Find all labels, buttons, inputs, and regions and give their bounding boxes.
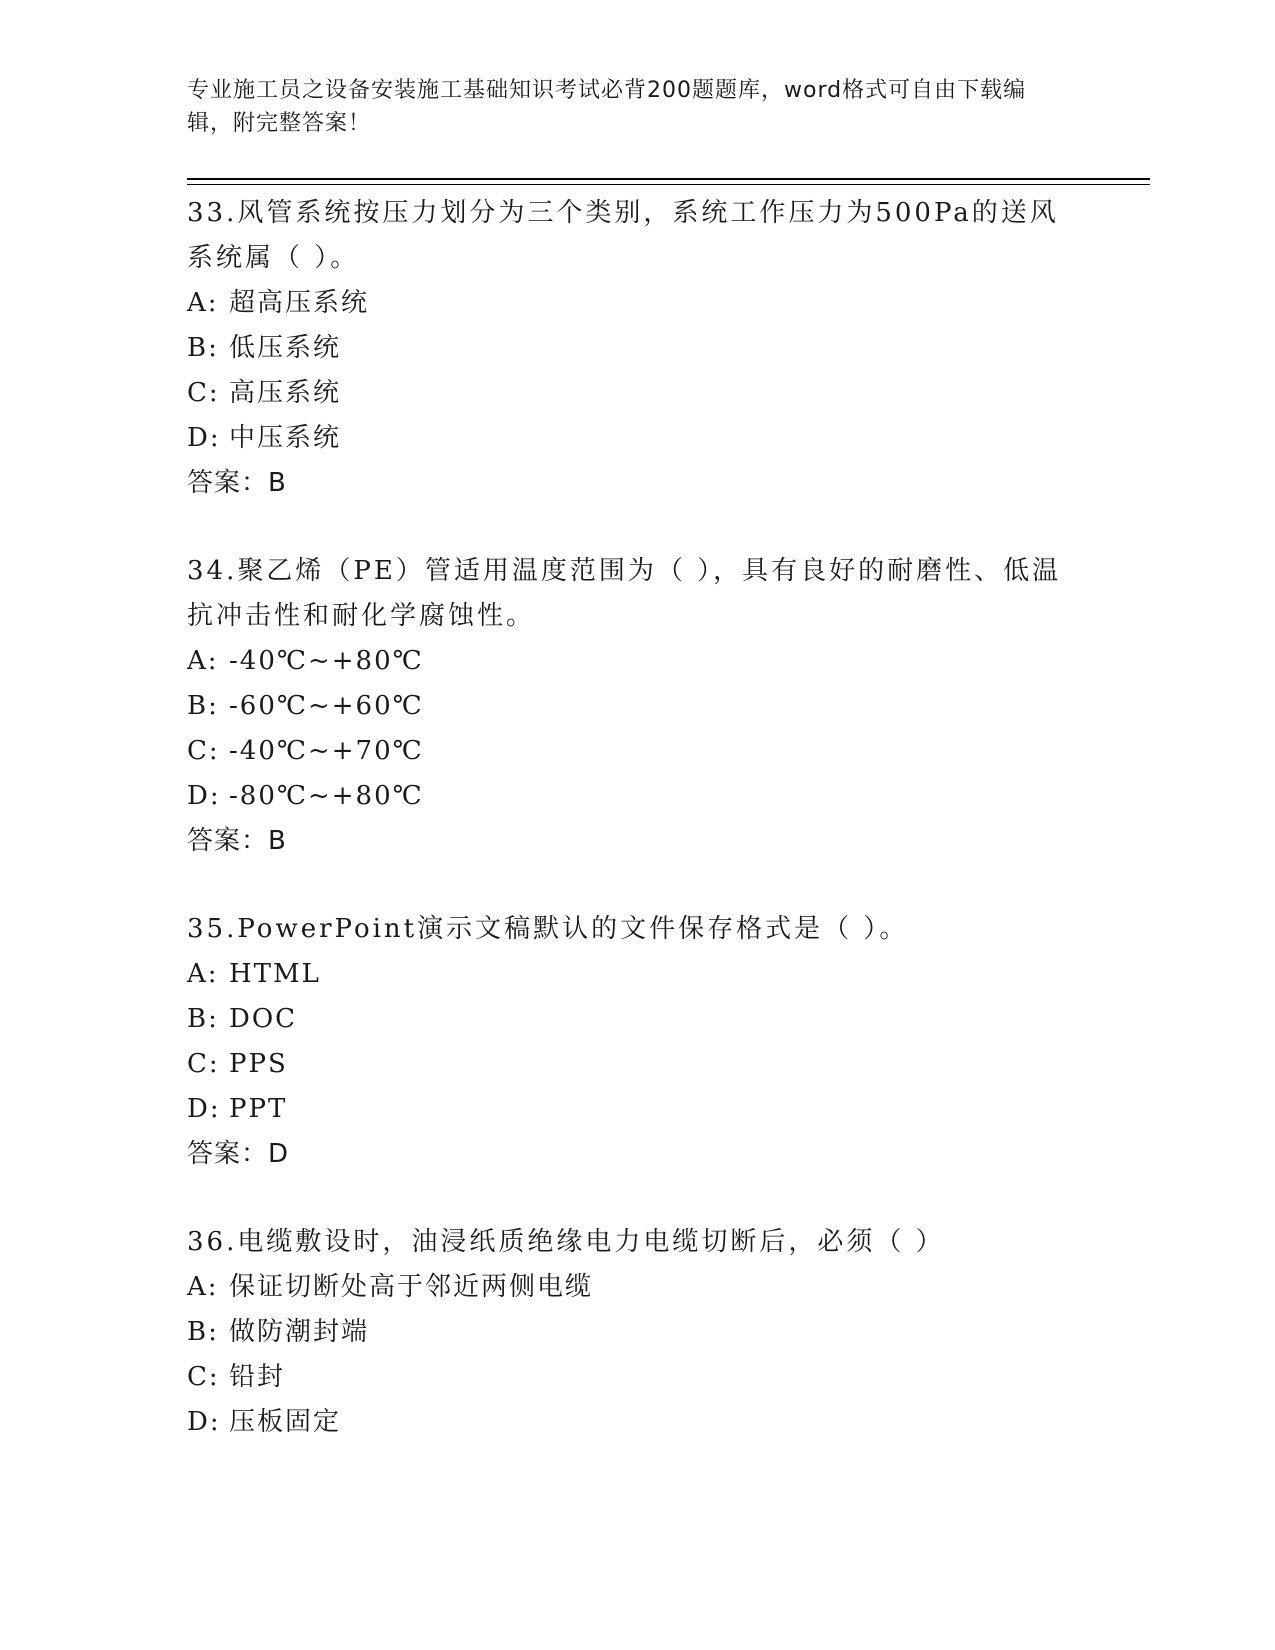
option-text: 做防潮封端 [229, 1317, 370, 1347]
option-d [187, 416, 1087, 461]
option-letter: A: [187, 1272, 219, 1302]
option-letter: A: [187, 959, 219, 989]
option-a [187, 639, 1087, 684]
option-text: HTML [229, 959, 321, 989]
option-letter: A: [187, 646, 219, 676]
option-letter: C: [187, 736, 220, 766]
header-divider-thin [187, 184, 1150, 185]
option-text: PPT [229, 1094, 288, 1124]
option-b [187, 997, 1087, 1042]
question-35 [187, 907, 1087, 1177]
option-letter: B: [187, 333, 219, 363]
document-header: 专业施工员之设备安装施工基础知识考试必背200题题库，word格式可自由下载编辑，附完整答案！ [187, 78, 1027, 136]
option-letter: D: [187, 1094, 221, 1124]
option-letter: C: [187, 1049, 220, 1079]
option-letter: B: [187, 1317, 219, 1347]
option-text: 压板固定 [229, 1407, 342, 1437]
option-letter: B: [187, 1004, 219, 1034]
option-letter: D: [187, 1407, 221, 1437]
option-letter: A: [187, 288, 219, 318]
answer-text: 答案：B [187, 826, 287, 856]
option-b [187, 1310, 1087, 1355]
option-a [187, 952, 1087, 997]
option-c [187, 729, 1087, 774]
option-text: 铅封 [229, 1362, 286, 1392]
option-c [187, 371, 1087, 416]
question-36 [187, 1220, 1087, 1445]
option-letter: D: [187, 423, 221, 453]
question-text: 34.聚乙烯（PE）管适用温度范围为（ ），具有良好的耐磨性、低温抗冲击性和耐化学腐蚀性。 [187, 556, 1062, 631]
option-letter: B: [187, 691, 219, 721]
option-letter: C: [187, 1362, 220, 1392]
option-b [187, 684, 1087, 729]
question-text: 33.风管系统按压力划分为三个类别，系统工作压力为500Pa的送风系统属（ ）。 [187, 198, 1059, 273]
option-text: -40℃~+70℃ [229, 736, 424, 766]
question-text: 35.PowerPoint演示文稿默认的文件保存格式是（ ）。 [187, 914, 909, 944]
option-text: 低压系统 [229, 333, 342, 363]
option-letter: C: [187, 378, 220, 408]
option-text: 高压系统 [229, 378, 342, 408]
option-a [187, 1265, 1087, 1310]
option-text: DOC [229, 1004, 298, 1034]
option-text: 中压系统 [229, 423, 342, 453]
option-text: PPS [229, 1049, 288, 1079]
option-text: 保证切断处高于邻近两侧电缆 [229, 1272, 594, 1302]
option-b [187, 326, 1087, 371]
answer-text: 答案：D [187, 1139, 290, 1169]
option-text: -80℃~+80℃ [229, 781, 424, 811]
option-c [187, 1355, 1087, 1400]
option-d [187, 774, 1087, 819]
answer-text: 答案：B [187, 468, 287, 498]
option-text: -40℃~+80℃ [229, 646, 424, 676]
option-text: 超高压系统 [229, 288, 370, 318]
question-33 [187, 191, 1087, 506]
question-text: 36.电缆敷设时，油浸纸质绝缘电力电缆切断后，必须（ ） [187, 1227, 945, 1257]
question-34 [187, 549, 1087, 864]
option-d [187, 1087, 1087, 1132]
option-letter: D: [187, 781, 221, 811]
header-divider-thick [187, 178, 1150, 180]
option-text: -60℃~+60℃ [229, 691, 424, 721]
option-a [187, 281, 1087, 326]
question-list [187, 191, 1087, 1488]
option-d [187, 1400, 1087, 1445]
option-c [187, 1042, 1087, 1087]
